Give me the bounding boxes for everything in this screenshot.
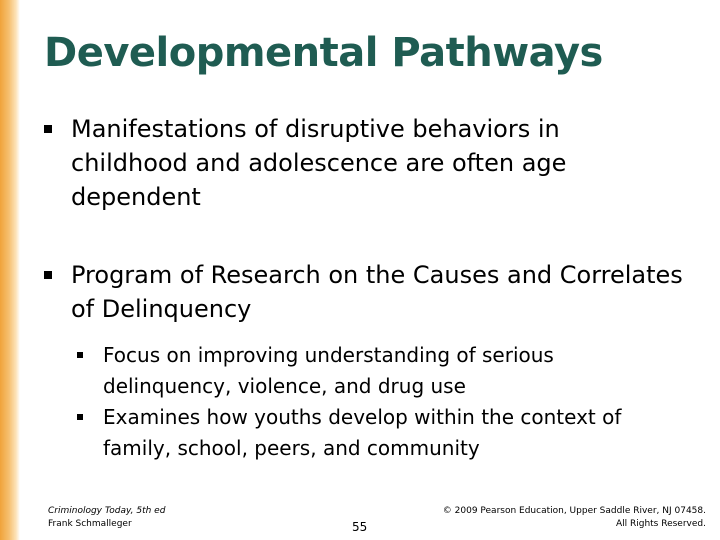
square-bullet-icon [44,125,52,133]
page-number: 55 [352,520,368,534]
square-bullet-icon [44,271,52,279]
bullet-item [44,112,684,214]
square-bullet-icon [77,352,83,358]
bullet-item [44,258,684,464]
sub-bullet-text: Focus on improving understanding of serious delinquency, violence, and drug use [103,343,554,398]
footer-citation [48,505,165,531]
footer-author: Frank Schmalleger [48,519,132,529]
copyright-line-1: © 2009 Pearson Education, Upper Saddle River, NJ 07458. [442,506,706,516]
accent-bar [0,0,20,540]
footer-copyright [443,505,706,531]
sub-bullet-list [77,340,684,464]
footer-book-title: Criminology Today, 5th ed [48,506,166,516]
sub-bullet-text: Examines how youths develop within the context of family, school, peers, and community [103,405,622,460]
bullet-text: Manifestations of disruptive behaviors in childhood and adolescence are often age dependent [71,115,567,211]
bullet-list [44,112,684,464]
copyright-line-2: All Rights Reserved. [615,519,706,529]
sub-bullet-item [77,340,663,402]
slide-title: Developmental Pathways [44,30,603,76]
square-bullet-icon [77,414,83,420]
sub-bullet-item [77,402,663,464]
bullet-text: Program of Research on the Causes and Correlates of Delinquency [71,261,683,323]
